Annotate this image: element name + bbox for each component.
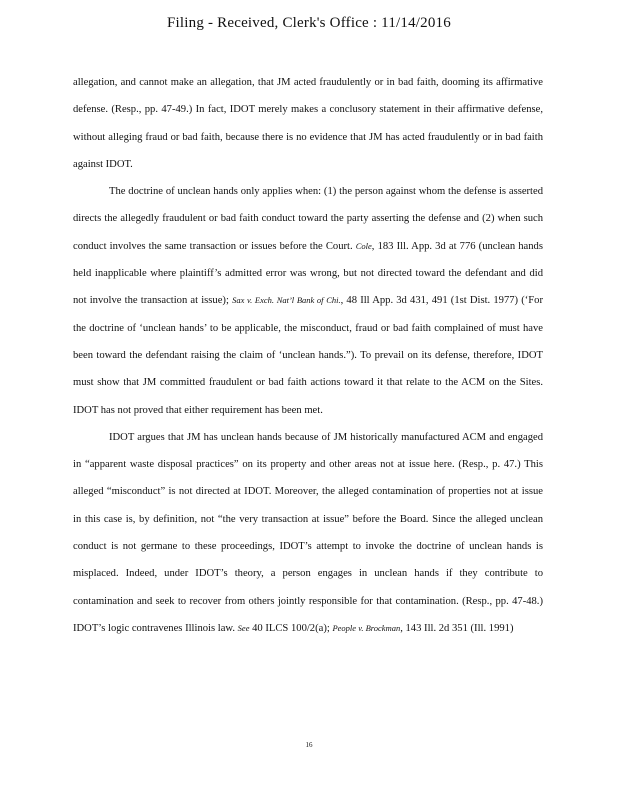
paragraph-3-text-b: 40 ILCS 100/2(a); <box>252 622 330 634</box>
paragraph-3 <box>73 424 543 642</box>
signal-see: See <box>237 622 250 633</box>
document-body <box>73 69 543 642</box>
paragraph-1: allegation, and cannot make an allegation, that JM acted fraudulently or in bad faith, dooming its affirmative defense. (Resp., pp. 47-49.) In fact, IDOT merely makes a conclusory statement in their affirmative defense, without alleging fraud or bad faith, because there is no evidence that JM has acted fraudulently or in bad faith against IDOT. <box>73 77 543 170</box>
page-number: 16 <box>305 741 313 749</box>
paragraph-3-text-c: , 143 Ill. 2d 351 (Ill. 1991) <box>400 622 514 634</box>
case-citation-cole: Cole <box>355 240 372 251</box>
paragraph-2-text-c: , 48 Ill App. 3d 431, 491 (1st Dist. 1977) (‘For the doctrine of ‘unclean hands’ to be applicable, the misconduct, fraud or bad faith complained of must have been toward the defendant raising the claim of ‘unclean hands.”). To prevail on its defense, therefore, IDOT must show that JM committed fraudulent or bad faith actions toward it that relate to the ACM on the Sites. IDOT has not proved that either requirement has been met. <box>73 295 544 416</box>
paragraph-2-text-b: , 183 Ill. App. 3d at 776 (unclean hands held inapplicable where plaintiff’s admitted error was wrong, but not directed toward the defendant and did not involve the transaction at issue); <box>73 240 543 307</box>
case-citation-brockman: People v. Brockman <box>332 622 401 633</box>
paragraph-2 <box>73 178 543 424</box>
paragraph-3-text-a: IDOT argues that JM has unclean hands because of JM historically manufactured ACM and engaged in “apparent waste disposal practices” on its property and other areas not at issue here. (Resp., p. 47.) This alleged “misconduct” is not directed at IDOT. Moreover, the alleged contamination of properties not at issue in this case is, by definition, not “the very transaction at issue” before the Board. Since the alleged unclean conduct is not germane to these proceedings, IDOT’s attempt to invoke the doctrine of unclean hands is misplaced. Indeed, under IDOT’s theory, a person engages in unclean hands if they contribute to contamination and seek to recover from others jointly responsible for that contamination. (Resp., pp. 47-48.) IDOT’s logic contravenes Illinois law. <box>73 431 543 634</box>
paragraph-2-text-a: The doctrine of unclean hands only applies when: (1) the person against whom the defense is asserted directs the allegedly fraudulent or bad faith conduct toward the party asserting the defense and (2) when such conduct involves the same transaction or issues before the Court. <box>73 186 543 252</box>
filing-header: Filing - Received, Clerk's Office : 11/14/2016 <box>167 15 451 31</box>
case-citation-sax: Sax v. Exch. Nat’l Bank of Chi. <box>232 295 341 306</box>
